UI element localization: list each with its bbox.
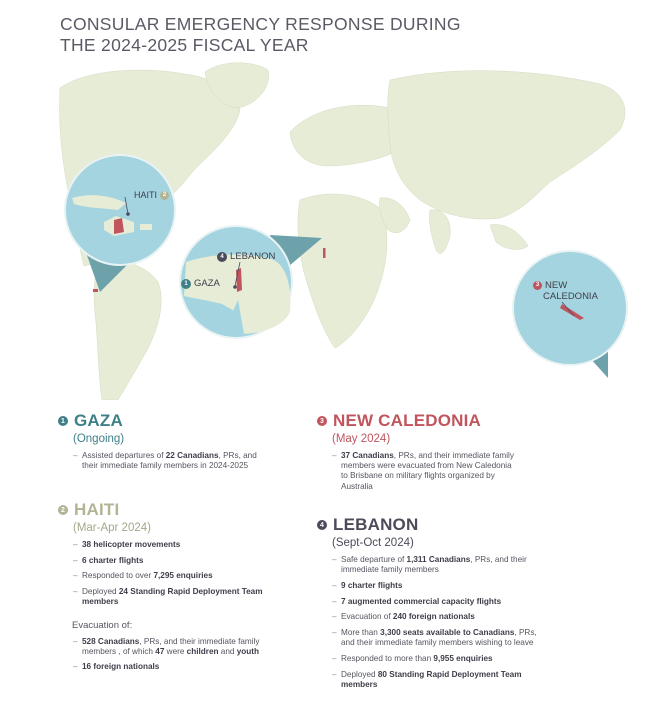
lebanon-item-3: – 7 augmented commercial capacity flights bbox=[341, 597, 541, 607]
haiti-map-label: HAITI bbox=[134, 190, 158, 200]
gaza-badge: 1 bbox=[58, 416, 68, 426]
haiti-evac-item-1: – 528 Canadians, PRs, and their immediate family members , of which 47 were children and youth bbox=[82, 637, 274, 657]
haiti-item-3: – Responded to over 7,295 enquiries bbox=[82, 571, 272, 581]
gaza-period: (Ongoing) bbox=[73, 433, 125, 445]
lebanon-marker bbox=[323, 248, 326, 258]
india-land bbox=[429, 210, 450, 254]
africa-land bbox=[298, 194, 387, 348]
gaza-map-label: GAZA bbox=[194, 278, 220, 289]
haiti-period: (Mar-Apr 2024) bbox=[73, 522, 151, 534]
label-lebanon bbox=[217, 251, 275, 262]
lebanon-map-badge: 4 bbox=[217, 252, 227, 262]
haiti-inset bbox=[65, 155, 175, 265]
haiti-evacuation-label: Evacuation of: bbox=[72, 619, 133, 631]
label-haiti bbox=[134, 190, 169, 200]
new-caledonia-inset bbox=[513, 251, 627, 365]
haiti-item-1: – 38 helicopter movements bbox=[82, 540, 272, 550]
lebanon-item-7: – Deployed 80 Standing Rapid Deployment Team members bbox=[341, 670, 541, 690]
gaza-item-1: – Assisted departures of 22 Canadians, PRs, and their immediate family members in 2024-2025 bbox=[82, 451, 257, 471]
lebanon-item-5: – More than 3,300 seats available to Canadians, PRs, and their immediate family members wishing to leave bbox=[341, 628, 541, 648]
haiti-evacuation-list bbox=[58, 637, 274, 673]
lebanon-heading: LEBANON bbox=[333, 515, 419, 534]
lebanon-map-label: LEBANON bbox=[230, 251, 276, 262]
lebanon-badge: 4 bbox=[317, 520, 327, 530]
haiti-evac-item-2: – 16 foreign nationals bbox=[82, 662, 274, 672]
new-caledonia-list bbox=[317, 451, 516, 492]
haiti-list bbox=[58, 540, 272, 608]
new-caledonia-period: (May 2024) bbox=[332, 433, 391, 445]
label-gaza bbox=[181, 278, 220, 289]
title-line-2: THE 2024-2025 FISCAL YEAR bbox=[60, 35, 309, 55]
label-new-caledonia bbox=[533, 280, 598, 302]
gaza-section bbox=[58, 411, 298, 477]
lebanon-item-2: – 9 charter flights bbox=[341, 581, 541, 591]
lebanon-list bbox=[317, 555, 541, 690]
haiti-item-2: – 6 charter flights bbox=[82, 556, 272, 566]
lebanon-item-4: – Evacuation of 240 foreign nationals bbox=[341, 612, 541, 622]
gaza-map-badge: 1 bbox=[181, 279, 191, 289]
haiti-item-4: – Deployed 24 Standing Rapid Deployment Team members bbox=[82, 587, 272, 607]
haiti-badge: 2 bbox=[58, 505, 68, 515]
asia-land bbox=[388, 71, 625, 219]
haiti-marker bbox=[93, 289, 98, 292]
new-caledonia-map-label-1: NEW bbox=[545, 280, 568, 291]
new-caledonia-badge: 3 bbox=[317, 416, 327, 426]
lebanon-item-1: – Safe departure of 1,311 Canadians, PRs, and their immediate family members bbox=[341, 555, 541, 575]
haiti-heading: HAITI bbox=[74, 500, 120, 519]
lebanon-item-6: – Responded to more than 9,955 enquiries bbox=[341, 654, 541, 664]
lebanon-period: (Sept-Oct 2024) bbox=[332, 537, 414, 549]
new-caledonia-heading: NEW CALEDONIA bbox=[333, 411, 482, 430]
lebanon-section bbox=[317, 515, 577, 696]
haiti-map-badge: 2 bbox=[160, 191, 169, 200]
title-line-1: CONSULAR EMERGENCY RESPONSE DURING bbox=[60, 14, 461, 34]
southeast-asia-land bbox=[490, 224, 528, 249]
europe-land bbox=[290, 105, 405, 166]
gaza-list bbox=[58, 451, 257, 471]
new-caledonia-section bbox=[317, 411, 577, 497]
new-caledonia-map-badge: 3 bbox=[533, 281, 542, 290]
new-caledonia-item-1: – 37 Canadians, PRs, and their immediate family members were evacuated from New Caledonia to Brisbane on military flights organized by Australia bbox=[341, 451, 516, 492]
new-caledonia-map-label-2: CALEDONIA bbox=[543, 291, 598, 302]
haiti-section bbox=[58, 500, 298, 678]
gaza-heading: GAZA bbox=[74, 411, 123, 430]
